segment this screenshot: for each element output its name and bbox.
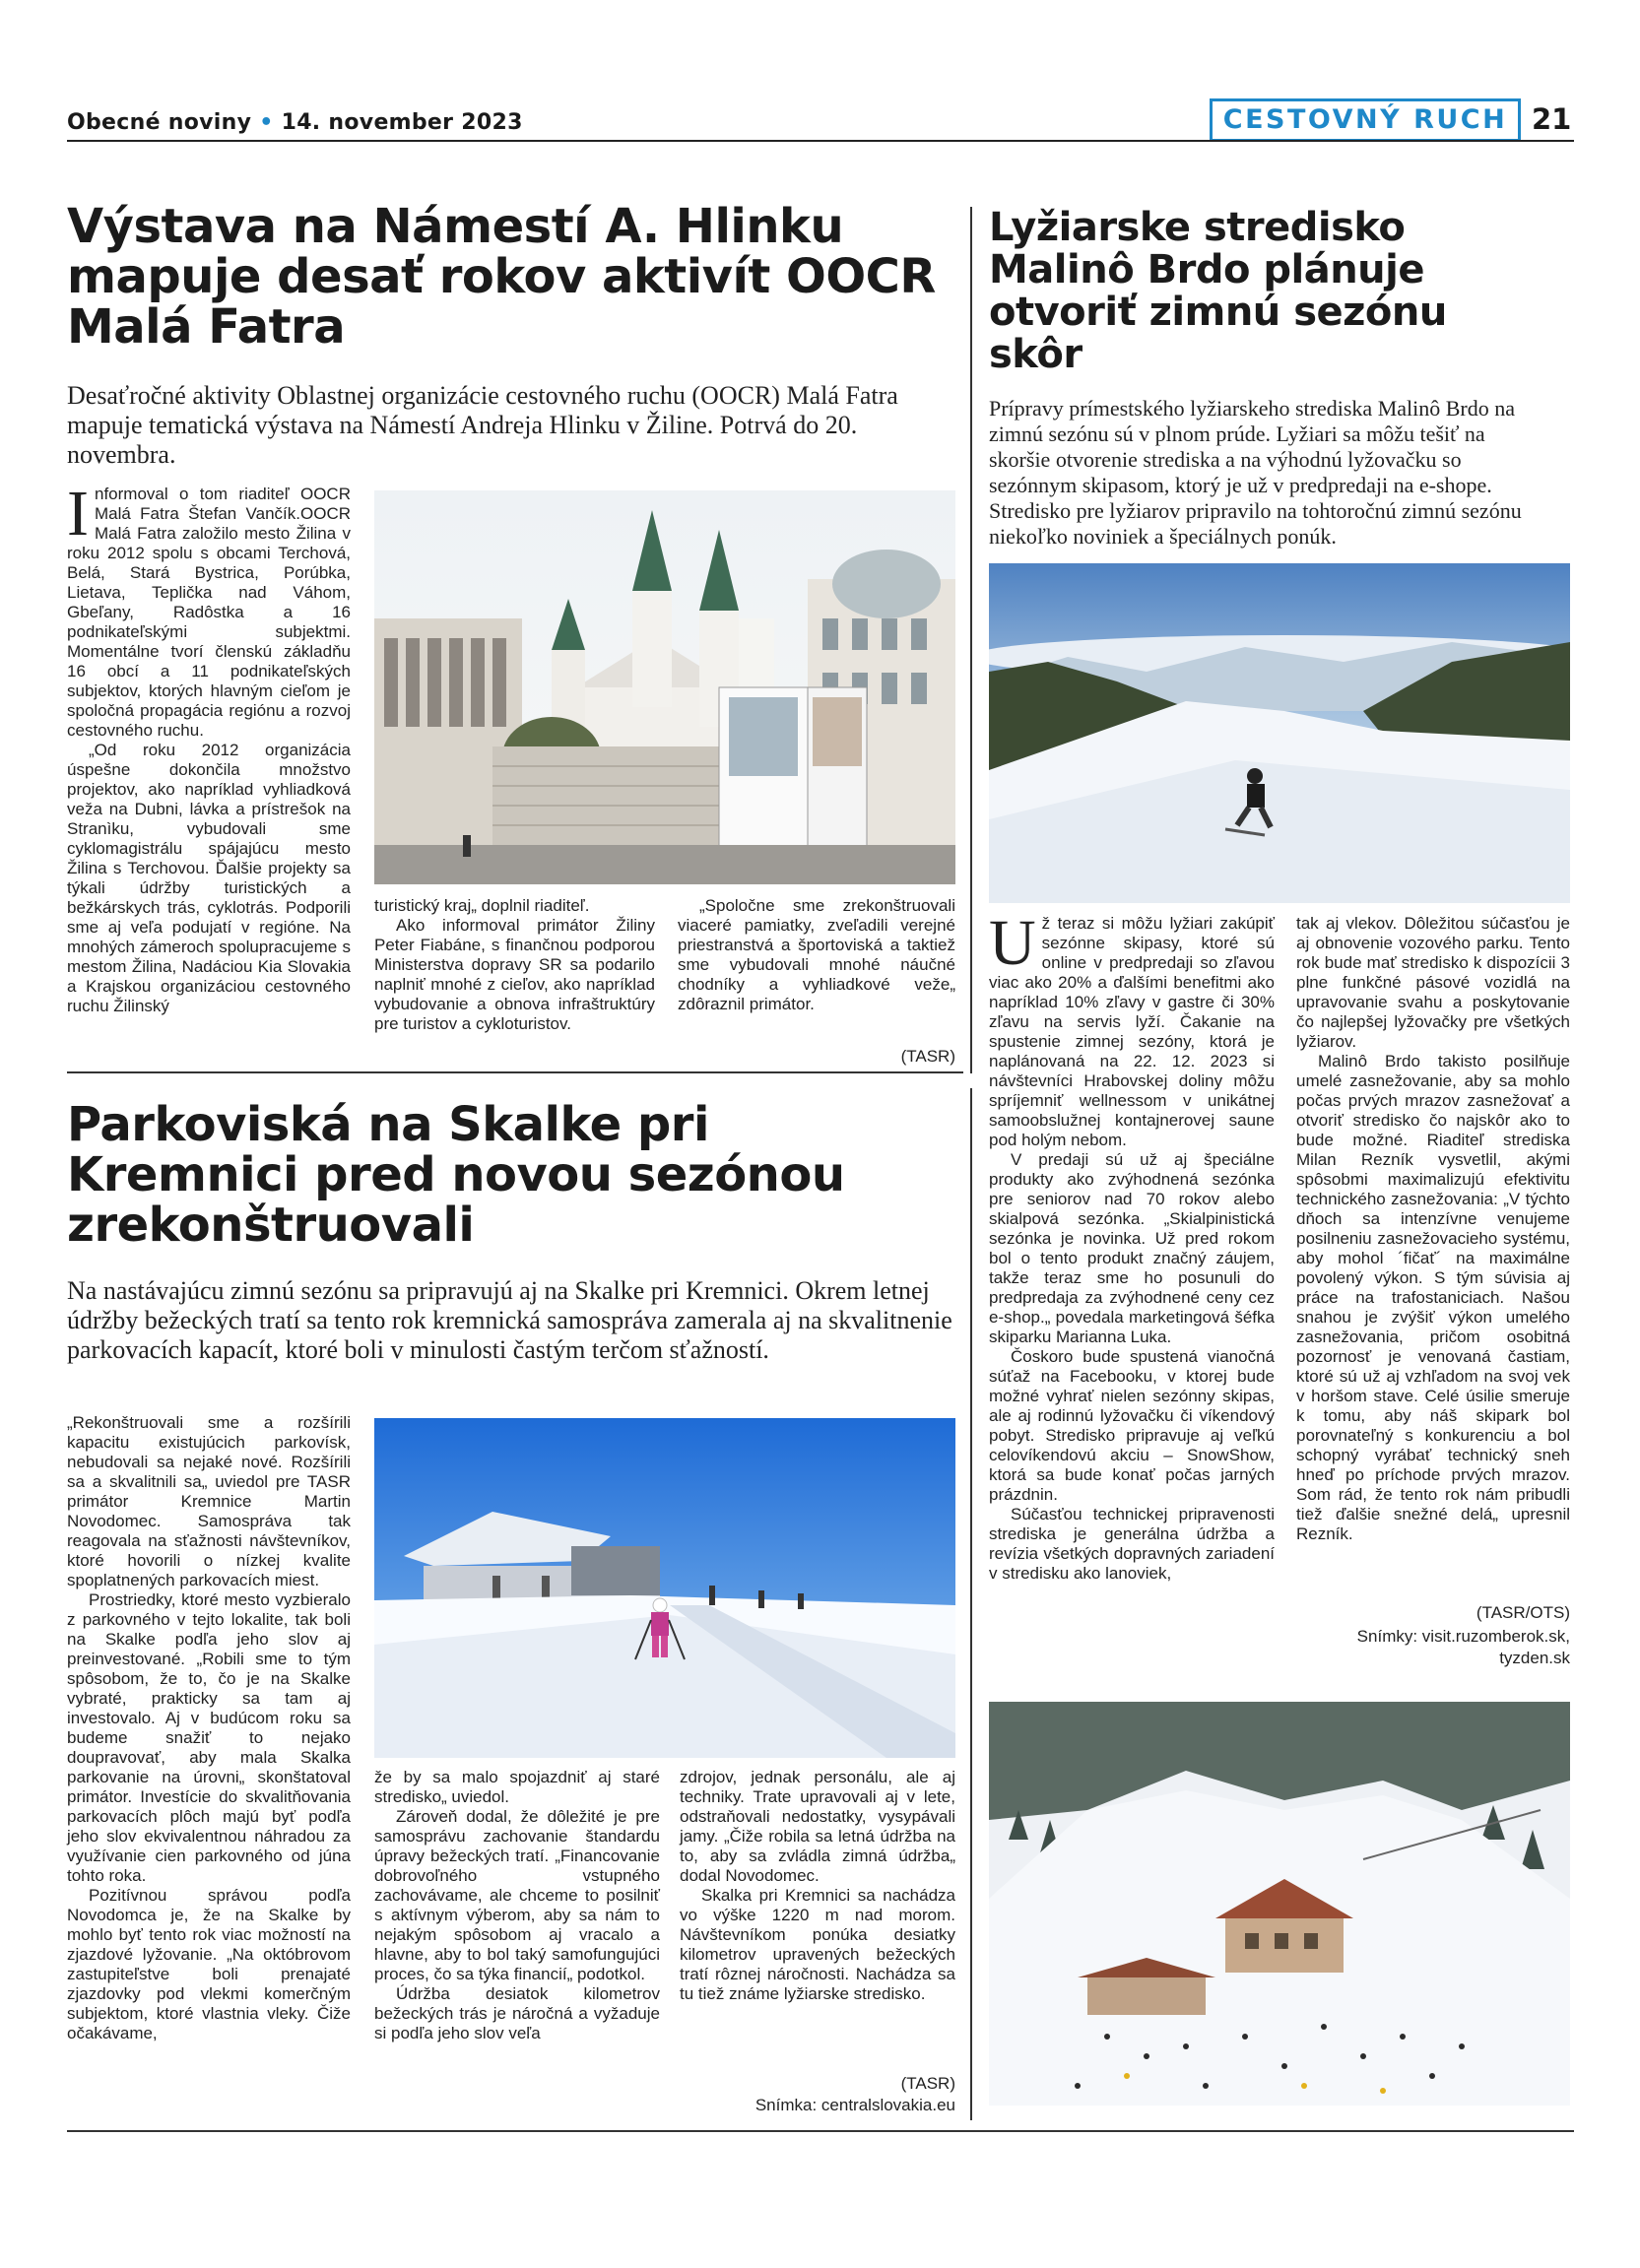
- article1-col1: [67, 478, 351, 1016]
- paragraph: nformoval o tom riaditeľ OOCR Malá Fatra Štefan Vančík.OOCR Malá Fatra založilo mesto Žilina v roku 2012 spolu s obcami Terchová, Belá, Stará Bystrica, Porúbka, Lietava, Teplička nad Váhom, Gbeľany, Radôstka a 16 podnikateľskými subjektmi. Momentálne tvorí členskú základňu 16 obcí a 11 podnikateľských subjektov, ktorých hlavným cieľom je spoločná propagácia regiónu a rozvoj cestovného ruchu.: [67, 485, 351, 740]
- dropcap: I: [67, 478, 89, 550]
- paragraph: Ako informoval primátor Žiliny Peter Fiabáne, s finančnou podporou Ministerstva dopravy SR sa podarilo naplniť mnohé z cieľov, ako napríklad vybudovanie a obnova infraštruktúry pre turistov a cykloturistov.: [374, 916, 655, 1033]
- article2-col1: [989, 907, 1275, 1584]
- paragraph: „Rekonštruovali sme a rozšírili kapacitu existujúcich parkovísk, nebudovali sa nejaké nové. Rozšírili sa a skvalitnili sa„ uviedol pre TASR primátor Kremnice Martin Novodomec. Samospráva tak reagovala na sťažnosti návštevníkov, ktoré hovorili o nízkej kvalite spoplatnených parkovacích miest.: [67, 1413, 351, 1589]
- header-rule: [67, 140, 1574, 142]
- masthead: [67, 110, 523, 135]
- malino-brdo-ski-photo: [989, 563, 1570, 903]
- ski-resort-aerial-photo: [989, 1702, 1570, 2106]
- paragraph: turistický kraj„ doplnil riaditeľ.: [374, 896, 590, 915]
- column-divider: [970, 207, 972, 1073]
- paragraph: Pozitívnou správou podľa Novodomca je, že na Skalke by mohlo byť tento rok viac možností na zjazdové lyžovanie. „Na októbrovom zastupiteľstve boli prenajaté zjazdovky pod vlekmi komerčným subjektom, ktoré vlastnia vleky. Čiže očakávame,: [67, 1886, 351, 2042]
- issue-date: 14. november 2023: [281, 110, 523, 135]
- article1-col3: [678, 896, 955, 1014]
- paragraph: ž teraz si môžu lyžiari zakúpiť sezónne skipasy, ktoré sú online v predpredaji so zľavou viac ako 20% a ďalšími benefitmi ako napríklad 10% zľavy v gastre či 30% zľavu na servis lyží. Čakanie na spustenie zimnej sezóny, ktorá je naplánovaná na 22. 12. 2023 si návštevníci Hrabovskej doliny môžu spríjemniť wellnessom v unikátnej samoobslužnej kontajnerovej saune pod holým nebom.: [989, 914, 1275, 1149]
- article2-credit2: tyzden.sk: [1499, 1649, 1570, 1667]
- section-tag: CESTOVNÝ RUCH: [1210, 98, 1521, 142]
- article2-lead: Prípravy prímestského lyžiarskeho strediska Malinô Brdo na zimnú sezónu sú v plnom prúde. Lyžiari sa môžu tešiť na skoršie otvorenie strediska a na výhodnú lyžovačku so sezónnym skipasom, ktorý je už v predpredaji na e-shope. Stredisko pre lyžiarov pripravilo na tohtoročnú zimnú sezónu niekoľko noviniek a špeciálnych ponúk.: [989, 396, 1522, 549]
- article2-title: Lyžiarske stredisko Malinô Brdo plánuje otvoriť zimnú sezónu skôr: [989, 205, 1447, 377]
- dropcap: U: [989, 907, 1036, 979]
- paragraph: Malinô Brdo takisto posilňuje umelé zasnežovanie, aby sa mohlo počas prvých mrazov zasnežovať a otvoriť stredisko čo najskôr ako to bude možné. Riaditeľ strediska Milan Rezník vysvetlil, akými spôsobmi maximalizujú efektivitu technického zasnežovania: „V týchto dňoch sa intenzívne venujeme posilneniu zasnežovacieho systému, aby mohol ´fičať´ na maximálne povolený výkon. S tým súvisia aj práce na trafostaniciach. Našou snahou je zvýšiť výkon umelého zasnežovania, pričom osobitná pozornosť je venovaná častiam, ktoré sú už aj vzhľadom na svoj vek v horšom stave. Celé úsilie smeruje k tomu, aby náš skipark bol porovnateľný s konkurenciu a bol schopný vyrábať technický sneh hneď po príchode prvých mrazov. Som rád, že tento rok nám pribudli tiež ďalšie snežné delá„ upresnil Rezník.: [1296, 1052, 1570, 1543]
- zilina-square-photo: [374, 490, 955, 884]
- footer-rule: [67, 2130, 1574, 2132]
- paper-name: Obecné noviny: [67, 110, 252, 135]
- paragraph: „Spoločne sme zrekonštruovali viaceré pamiatky, zveľadili verejné priestranstvá a športoviská a taktiež sme vybudovali mnohé náučné chodníky a vyhliadkové veže„ zdôraznil primátor.: [678, 896, 955, 1013]
- article3-source: (TASR): [900, 2074, 955, 2093]
- paragraph: Údržba desiatok kilometrov bežeckých trás je náročná a vyžaduje si podľa jeho slov veľa: [374, 1984, 660, 2042]
- column-divider: [970, 1088, 972, 2120]
- paragraph: tak aj vlekov. Dôležitou súčasťou je aj obnovenie vozového parku. Tento rok bude mať stredisko k dispozícii 3 plne funkčné pásové vozidlá na upravovanie svahu a poskytovanie čo najlepšej lyžovačky pre všetkých lyžiarov.: [1296, 914, 1570, 1051]
- paragraph: zdrojov, jednak personálu, ale aj techniky. Trate upravovali aj v lete, odstraňovali nedostatky, vysypávali jamy. „Čiže robila sa letná údržba na to, aby sa zvládla zimná údržba„ dodal Novodomec.: [680, 1768, 955, 1885]
- article1-source: (TASR): [900, 1047, 955, 1066]
- article1-lead: Desaťročné aktivity Oblastnej organizácie cestovného ruchu (OOCR) Malá Fatra mapuje tematická výstava na Námestí Andreja Hlinku v Žiline. Potrvá do 20. novembra.: [67, 381, 898, 469]
- paragraph: Prostriedky, ktoré mesto vyzbieralo z parkovného v tejto lokalite, tak boli na Skalke podľa jeho slov aj preinvestované. „Robili sme to tým spôsobom, že to, čo je na Skalke vybraté, prakticky sa tam aj investovalo. Aj v budúcom roku sa budeme snažiť to nejako doupravovať, aby mala Skalka parkovanie na úrovni„ skonštatoval primátor. Investície do skvalitňovania parkovacích plôch majú byť podľa jeho slov ekvivalentnou náhradou za využívanie cien parkovného od júna tohto roka.: [67, 1590, 351, 1885]
- article2-source: (TASR/OTS): [1476, 1603, 1570, 1622]
- paragraph: V predaji sú už aj špeciálne produkty ako zvýhodnená sezónka pre seniorov nad 70 rokov alebo skialpová sezónka. „Skialpinistická sezónka je novinka. Už pred rokom bol o tento produkt značný záujem, takže teraz sme ho posunuli do predpredaja za zvýhodnené ceny cez e-shop.„ povedala marketingová šéfka skiparku Marianna Luka.: [989, 1150, 1275, 1346]
- paragraph: „Od roku 2012 organizácia úspešne dokončila množstvo projektov, ako napríklad vyhliadková veža na Dubni, lávka a prístrešok na Stranìku, vybudovali sme cyklomagistrálu spájajúcu mesto Žilina s Terchovou. Ďalšie projekty sa týkali údržby turistických a bežkárskych trás, cyklotrás. Podporili sme aj veľa podujatí v regióne. Na mnohých zámeroch spolupracujeme s mestom Žilina, Nadáciou Kia Slovakia a Krajskou organizáciou cestovného ruchu Žilinský: [67, 741, 351, 1015]
- article2-credit1: Snímky: visit.ruzomberok.sk,: [1356, 1627, 1570, 1646]
- paragraph: Čoskoro bude spustená vianočná súťaž na Facebooku, v ktorej bude možné vyhrať nielen sezónny skipas, ale aj rodinnú lyžovačku či víkendový pobyt. Stredisko pripravuje aj veľkú celovíkendovú akciu – SnowShow, ktorá sa bude konať počas jarných prázdnin.: [989, 1347, 1275, 1504]
- paragraph: Zároveň dodal, že dôležité je pre samosprávu zachovanie štandardu úpravy bežeckých tratí. „Financovanie dobrovoľného vstupného zachovávame, ale chceme to posilniť s aktívnym výberom, aby sa nám to nejakým spôsobom aj vracalo a hlavne, aby to bol taký samofungujúci proces, čo sa týka financií„ podotkol.: [374, 1807, 660, 1983]
- paragraph: Skalka pri Kremnici sa nachádza vo výške 1220 m nad morom. Návštevníkom ponúka desiatky kilometrov upravených bežeckých tratí rôznej náročnosti. Nachádza sa tu tiež známe lyžiarske stredisko.: [680, 1886, 955, 2003]
- paragraph: že by sa malo spojazdniť aj staré stredisko„ uviedol.: [374, 1768, 660, 1806]
- article3-title: Parkoviská na Skalke pri Kremnici pred novou sezónou zrekonštruovali: [67, 1097, 845, 1253]
- article3-credit: Snímka: centralslovakia.eu: [754, 2096, 955, 2114]
- article3-lead: Na nastávajúcu zimnú sezónu sa pripravujú aj na Skalke pri Kremnici. Okrem letnej údržby bežeckých tratí sa tento rok kremnická samospráva zamerala aj na skvalitnenie parkovacích kapacít, ktoré boli v minulosti častým terčom sťažností.: [67, 1276, 952, 1364]
- article1-title: Výstava na Námestí A. Hlinku mapuje desať rokov aktivít OOCR Malá Fatra: [67, 199, 936, 355]
- article1-col2: [374, 896, 655, 1034]
- separator-dot: •: [259, 110, 274, 135]
- article3-col3: [680, 1768, 955, 2004]
- skalka-photo: [374, 1418, 955, 1758]
- paragraph: Súčasťou technickej pripravenosti strediska je generálna údržba a revízia všetkých dopravných zariadení v stredisku ako lanoviek,: [989, 1505, 1275, 1583]
- article3-col2: [374, 1768, 660, 2043]
- article3-col1: [67, 1413, 351, 2043]
- page-number: 21: [1532, 102, 1572, 136]
- article-divider: [67, 1071, 963, 1073]
- article2-col2: [1296, 914, 1570, 1544]
